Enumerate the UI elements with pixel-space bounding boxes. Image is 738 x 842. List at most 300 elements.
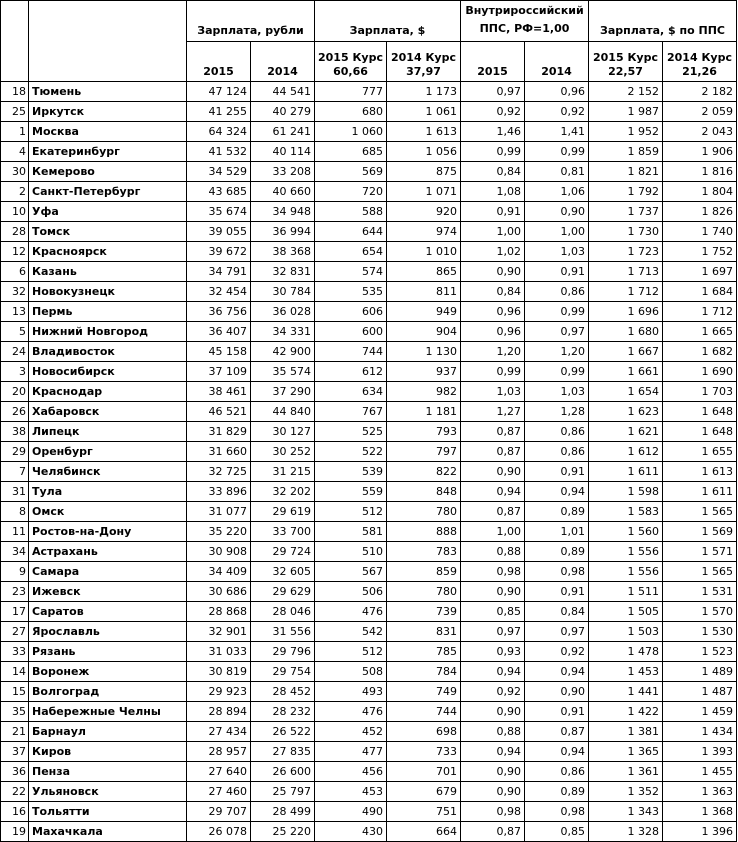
cell-city: Владивосток [29,342,187,362]
cell-ppp-2015: 0,94 [461,662,525,682]
cell-rank: 2 [1,182,29,202]
cell-ppp-2014: 0,94 [525,662,589,682]
cell-ppp-2015: 0,90 [461,702,525,722]
cell-rub-2015: 43 685 [187,182,251,202]
cell-usd-2014: 1 061 [387,102,461,122]
cell-uppp-2015: 1 503 [589,622,663,642]
table-row [1,382,737,402]
cell-usd-2014: 920 [387,202,461,222]
cell-uppp-2014: 1 697 [663,262,737,282]
header-city-blank-2 [29,42,187,82]
cell-city: Хабаровск [29,402,187,422]
cell-rub-2014: 61 241 [251,122,315,142]
cell-rub-2015: 31 077 [187,502,251,522]
cell-uppp-2014: 1 363 [663,782,737,802]
cell-usd-2014: 698 [387,722,461,742]
cell-usd-2014: 831 [387,622,461,642]
cell-usd-2015: 644 [315,222,387,242]
cell-usd-2014: 744 [387,702,461,722]
cell-ppp-2015: 0,94 [461,742,525,762]
cell-rub-2014: 40 114 [251,142,315,162]
cell-usd-2014: 875 [387,162,461,182]
cell-uppp-2015: 1 821 [589,162,663,182]
header-uppp-2015-line2: 22,57 [608,65,643,78]
cell-usd-2014: 865 [387,262,461,282]
cell-ppp-2014: 1,41 [525,122,589,142]
table-row [1,562,737,582]
cell-uppp-2015: 1 505 [589,602,663,622]
cell-ppp-2015: 0,87 [461,502,525,522]
cell-city: Санкт-Петербург [29,182,187,202]
table-row [1,822,737,842]
cell-rub-2015: 31 033 [187,642,251,662]
table-row [1,802,737,822]
cell-ppp-2015: 0,84 [461,162,525,182]
cell-ppp-2014: 0,91 [525,702,589,722]
table-row [1,702,737,722]
table-row [1,362,737,382]
cell-usd-2014: 982 [387,382,461,402]
table-row [1,442,737,462]
cell-rub-2015: 28 957 [187,742,251,762]
header-salary-rub-text: Зарплата, рубли [197,24,304,37]
cell-uppp-2014: 1 682 [663,342,737,362]
cell-rub-2014: 36 994 [251,222,315,242]
cell-uppp-2015: 1 478 [589,642,663,662]
cell-rub-2015: 47 124 [187,82,251,102]
cell-ppp-2014: 0,85 [525,822,589,842]
header-salary-ppp [589,1,737,42]
cell-rank: 31 [1,482,29,502]
cell-usd-2014: 739 [387,602,461,622]
cell-usd-2015: 1 060 [315,122,387,142]
header-usd-2015-line1: 2015 Курс [318,51,384,64]
cell-rank: 36 [1,762,29,782]
cell-usd-2014: 785 [387,642,461,662]
table-row [1,542,737,562]
cell-city: Рязань [29,642,187,662]
cell-rub-2014: 30 127 [251,422,315,442]
cell-uppp-2015: 1 556 [589,562,663,582]
cell-usd-2015: 588 [315,202,387,222]
table-row [1,742,737,762]
cell-usd-2014: 904 [387,322,461,342]
table-row [1,402,737,422]
cell-usd-2015: 574 [315,262,387,282]
cell-rub-2014: 29 629 [251,582,315,602]
cell-usd-2015: 430 [315,822,387,842]
cell-usd-2014: 793 [387,422,461,442]
cell-rub-2014: 42 900 [251,342,315,362]
cell-ppp-2015: 0,99 [461,142,525,162]
cell-usd-2014: 701 [387,762,461,782]
table-row [1,522,737,542]
cell-city: Тюмень [29,82,187,102]
cell-ppp-2015: 0,97 [461,82,525,102]
cell-uppp-2015: 1 680 [589,322,663,342]
cell-uppp-2014: 1 434 [663,722,737,742]
header-salary-rub [187,1,315,42]
cell-usd-2014: 822 [387,462,461,482]
cell-rub-2015: 29 707 [187,802,251,822]
cell-rub-2014: 28 452 [251,682,315,702]
cell-rub-2014: 29 619 [251,502,315,522]
cell-usd-2015: 654 [315,242,387,262]
cell-rub-2014: 25 797 [251,782,315,802]
cell-uppp-2015: 1 952 [589,122,663,142]
cell-city: Саратов [29,602,187,622]
table-row [1,182,737,202]
cell-usd-2015: 510 [315,542,387,562]
header-ppp-2014-text: 2014 [541,65,572,78]
cell-usd-2015: 569 [315,162,387,182]
cell-usd-2015: 476 [315,602,387,622]
cell-usd-2015: 685 [315,142,387,162]
cell-uppp-2014: 1 655 [663,442,737,462]
cell-rank: 15 [1,682,29,702]
cell-city: Казань [29,262,187,282]
table-body [1,82,737,842]
cell-rub-2014: 27 835 [251,742,315,762]
cell-ppp-2014: 1,06 [525,182,589,202]
cell-rank: 30 [1,162,29,182]
table-row [1,82,737,102]
cell-rub-2014: 31 556 [251,622,315,642]
table-row [1,302,737,322]
cell-uppp-2014: 1 565 [663,502,737,522]
cell-uppp-2014: 1 906 [663,142,737,162]
cell-usd-2015: 744 [315,342,387,362]
cell-rank: 5 [1,322,29,342]
header-ppp-2014 [525,42,589,82]
cell-ppp-2014: 1,28 [525,402,589,422]
cell-usd-2015: 452 [315,722,387,742]
cell-rub-2014: 38 368 [251,242,315,262]
cell-ppp-2015: 0,96 [461,302,525,322]
cell-uppp-2014: 1 487 [663,682,737,702]
cell-city: Москва [29,122,187,142]
cell-uppp-2015: 1 598 [589,482,663,502]
cell-uppp-2015: 1 696 [589,302,663,322]
cell-usd-2015: 567 [315,562,387,582]
cell-rank: 24 [1,342,29,362]
cell-city: Омск [29,502,187,522]
cell-rub-2014: 25 220 [251,822,315,842]
cell-usd-2015: 559 [315,482,387,502]
cell-usd-2015: 777 [315,82,387,102]
cell-uppp-2015: 1 792 [589,182,663,202]
cell-rub-2014: 29 754 [251,662,315,682]
cell-ppp-2015: 1,00 [461,522,525,542]
cell-usd-2014: 784 [387,662,461,682]
cell-rub-2015: 35 220 [187,522,251,542]
cell-rub-2014: 44 840 [251,402,315,422]
cell-rub-2014: 28 499 [251,802,315,822]
header-usd-2015 [315,42,387,82]
cell-uppp-2014: 2 059 [663,102,737,122]
cell-city: Иркутск [29,102,187,122]
cell-rank: 17 [1,602,29,622]
cell-uppp-2014: 2 182 [663,82,737,102]
cell-rub-2014: 29 724 [251,542,315,562]
cell-rank: 20 [1,382,29,402]
cell-city: Набережные Челны [29,702,187,722]
cell-rub-2015: 27 640 [187,762,251,782]
cell-uppp-2014: 1 531 [663,582,737,602]
cell-usd-2014: 1 173 [387,82,461,102]
cell-city: Красноярск [29,242,187,262]
cell-ppp-2015: 0,87 [461,422,525,442]
cell-rub-2015: 29 923 [187,682,251,702]
cell-ppp-2015: 0,91 [461,202,525,222]
cell-rank: 29 [1,442,29,462]
cell-uppp-2015: 1 343 [589,802,663,822]
cell-usd-2014: 974 [387,222,461,242]
cell-city: Барнаул [29,722,187,742]
cell-usd-2015: 522 [315,442,387,462]
cell-usd-2014: 1 071 [387,182,461,202]
cell-rub-2015: 28 894 [187,702,251,722]
header-usd-2015-line2: 60,66 [333,65,368,78]
cell-uppp-2014: 1 569 [663,522,737,542]
cell-city: Волгоград [29,682,187,702]
table-header [1,1,737,82]
cell-usd-2015: 512 [315,502,387,522]
cell-usd-2014: 848 [387,482,461,502]
table-row [1,242,737,262]
cell-uppp-2014: 1 570 [663,602,737,622]
header-rank-blank-2 [1,42,29,82]
cell-rank: 12 [1,242,29,262]
table-row [1,462,737,482]
table-row [1,322,737,342]
header-usd-2014-line2: 37,97 [406,65,441,78]
cell-city: Липецк [29,422,187,442]
cell-city: Томск [29,222,187,242]
cell-uppp-2015: 1 611 [589,462,663,482]
cell-rank: 34 [1,542,29,562]
cell-usd-2015: 506 [315,582,387,602]
cell-uppp-2014: 1 684 [663,282,737,302]
cell-ppp-2014: 0,86 [525,282,589,302]
table-row [1,202,737,222]
cell-usd-2015: 525 [315,422,387,442]
table-row [1,662,737,682]
cell-ppp-2014: 0,90 [525,202,589,222]
cell-ppp-2014: 0,86 [525,762,589,782]
cell-ppp-2014: 0,99 [525,362,589,382]
cell-rub-2014: 30 784 [251,282,315,302]
cell-uppp-2014: 1 455 [663,762,737,782]
cell-rub-2014: 33 208 [251,162,315,182]
cell-rank: 11 [1,522,29,542]
cell-rank: 33 [1,642,29,662]
cell-city: Пермь [29,302,187,322]
cell-uppp-2014: 1 712 [663,302,737,322]
cell-usd-2014: 1 056 [387,142,461,162]
header-rub-2015 [187,42,251,82]
cell-rank: 6 [1,262,29,282]
cell-ppp-2015: 0,97 [461,622,525,642]
cell-uppp-2014: 1 648 [663,402,737,422]
cell-usd-2015: 539 [315,462,387,482]
cell-usd-2014: 1 010 [387,242,461,262]
cell-usd-2015: 612 [315,362,387,382]
header-ppp-internal [461,1,589,42]
header-uppp-2014-line2: 21,26 [682,65,717,78]
cell-city: Самара [29,562,187,582]
cell-uppp-2014: 1 804 [663,182,737,202]
cell-usd-2015: 581 [315,522,387,542]
cell-usd-2015: 490 [315,802,387,822]
cell-rub-2015: 31 829 [187,422,251,442]
table-row [1,602,737,622]
cell-rub-2014: 40 279 [251,102,315,122]
cell-ppp-2014: 1,03 [525,242,589,262]
cell-uppp-2015: 1 859 [589,142,663,162]
cell-usd-2015: 512 [315,642,387,662]
cell-uppp-2014: 2 043 [663,122,737,142]
cell-uppp-2015: 1 365 [589,742,663,762]
cell-ppp-2014: 0,84 [525,602,589,622]
table-row [1,222,737,242]
header-ppp-2015-text: 2015 [477,65,508,78]
cell-rub-2015: 30 819 [187,662,251,682]
cell-ppp-2015: 0,88 [461,542,525,562]
cell-rank: 25 [1,102,29,122]
cell-uppp-2015: 1 612 [589,442,663,462]
cell-ppp-2014: 0,86 [525,422,589,442]
cell-uppp-2015: 1 730 [589,222,663,242]
cell-rub-2015: 34 791 [187,262,251,282]
cell-rub-2014: 28 232 [251,702,315,722]
cell-city: Махачкала [29,822,187,842]
cell-rub-2014: 33 700 [251,522,315,542]
header-salary-usd-text: Зарплата, $ [349,24,426,37]
cell-city: Екатеринбург [29,142,187,162]
table-row [1,502,737,522]
cell-city: Тула [29,482,187,502]
cell-uppp-2014: 1 393 [663,742,737,762]
header-rub-2014-text: 2014 [267,65,298,78]
header-usd-2014-line1: 2014 Курс [391,51,457,64]
cell-ppp-2015: 0,90 [461,762,525,782]
cell-uppp-2015: 2 152 [589,82,663,102]
cell-ppp-2014: 0,94 [525,482,589,502]
cell-rub-2015: 30 686 [187,582,251,602]
cell-usd-2015: 453 [315,782,387,802]
cell-ppp-2015: 0,93 [461,642,525,662]
cell-ppp-2014: 0,91 [525,462,589,482]
cell-uppp-2014: 1 613 [663,462,737,482]
cell-city: Кемерово [29,162,187,182]
table-row [1,282,737,302]
cell-uppp-2014: 1 703 [663,382,737,402]
header-ppp-2015 [461,42,525,82]
table-row [1,102,737,122]
cell-rub-2015: 46 521 [187,402,251,422]
cell-rank: 21 [1,722,29,742]
cell-usd-2015: 600 [315,322,387,342]
cell-usd-2015: 720 [315,182,387,202]
cell-uppp-2014: 1 565 [663,562,737,582]
cell-rank: 9 [1,562,29,582]
cell-rank: 4 [1,142,29,162]
cell-ppp-2015: 0,96 [461,322,525,342]
cell-city: Ростов-на-Дону [29,522,187,542]
cell-rub-2015: 28 868 [187,602,251,622]
cell-rank: 23 [1,582,29,602]
cell-ppp-2015: 0,87 [461,822,525,842]
cell-rub-2014: 34 948 [251,202,315,222]
cell-uppp-2015: 1 361 [589,762,663,782]
cell-rub-2015: 37 109 [187,362,251,382]
cell-usd-2014: 797 [387,442,461,462]
cell-usd-2015: 493 [315,682,387,702]
cell-rank: 18 [1,82,29,102]
cell-city: Астрахань [29,542,187,562]
cell-rub-2014: 26 600 [251,762,315,782]
cell-usd-2014: 749 [387,682,461,702]
cell-ppp-2014: 0,98 [525,562,589,582]
header-uppp-2015 [589,42,663,82]
cell-uppp-2015: 1 560 [589,522,663,542]
cell-usd-2015: 535 [315,282,387,302]
cell-city: Киров [29,742,187,762]
cell-rank: 27 [1,622,29,642]
cell-rank: 35 [1,702,29,722]
cell-rub-2015: 31 660 [187,442,251,462]
cell-usd-2015: 456 [315,762,387,782]
cell-ppp-2015: 1,20 [461,342,525,362]
cell-ppp-2014: 0,89 [525,782,589,802]
cell-city: Ульяновск [29,782,187,802]
table-row [1,162,737,182]
cell-rub-2014: 32 605 [251,562,315,582]
cell-city: Новосибирск [29,362,187,382]
cell-ppp-2015: 1,08 [461,182,525,202]
cell-uppp-2015: 1 712 [589,282,663,302]
cell-usd-2014: 811 [387,282,461,302]
header-ppp-internal-line2: ППС, РФ=1,00 [479,22,570,35]
table-row [1,642,737,662]
cell-city: Нижний Новгород [29,322,187,342]
table-row [1,622,737,642]
cell-rank: 8 [1,502,29,522]
cell-rub-2014: 34 331 [251,322,315,342]
cell-usd-2014: 1 130 [387,342,461,362]
cell-ppp-2014: 0,99 [525,142,589,162]
cell-rub-2014: 32 202 [251,482,315,502]
table-row [1,342,737,362]
cell-uppp-2015: 1 987 [589,102,663,122]
cell-rub-2015: 32 901 [187,622,251,642]
cell-rub-2015: 39 672 [187,242,251,262]
cell-city: Челябинск [29,462,187,482]
cell-rub-2014: 30 252 [251,442,315,462]
cell-uppp-2014: 1 752 [663,242,737,262]
table-row [1,482,737,502]
cell-ppp-2015: 0,98 [461,562,525,582]
cell-ppp-2014: 0,99 [525,302,589,322]
cell-ppp-2014: 0,94 [525,742,589,762]
cell-usd-2015: 767 [315,402,387,422]
cell-ppp-2015: 0,90 [461,262,525,282]
cell-city: Краснодар [29,382,187,402]
cell-rank: 16 [1,802,29,822]
cell-uppp-2014: 1 826 [663,202,737,222]
cell-rank: 22 [1,782,29,802]
